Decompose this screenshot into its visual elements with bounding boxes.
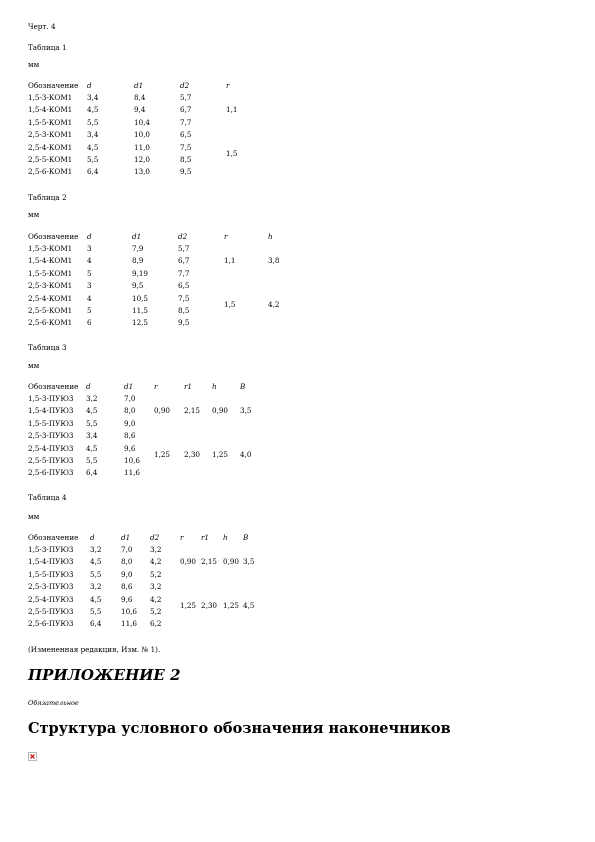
header-r: r bbox=[180, 532, 184, 542]
cell-merged: 2,15 bbox=[201, 557, 218, 567]
cell: 9,5 bbox=[180, 167, 192, 177]
header-r1: r1 bbox=[201, 532, 210, 542]
cell-merged: 0,90 bbox=[180, 557, 197, 567]
cell: 2,5-3-КОМ1 bbox=[28, 281, 73, 291]
cell: 4,5 bbox=[86, 443, 98, 453]
cell-merged: 0,90 bbox=[212, 406, 229, 416]
cell: 7,5 bbox=[178, 293, 190, 303]
table-row bbox=[28, 242, 298, 254]
cell-merged: 3,8 bbox=[268, 256, 280, 266]
cell: 1,5-5-ПУЮ3 bbox=[28, 418, 74, 428]
cell: 9,19 bbox=[132, 268, 149, 278]
table4 bbox=[28, 531, 261, 630]
cell: 11,6 bbox=[121, 619, 138, 629]
cell: 5,2 bbox=[150, 569, 162, 579]
header-b: B bbox=[243, 532, 249, 542]
table3-header-row bbox=[28, 380, 260, 392]
table2-unit: мм bbox=[28, 210, 40, 219]
cell: 8,6 bbox=[124, 431, 136, 441]
cell: 4,5 bbox=[90, 557, 102, 567]
cell: 1,5-5-КОМ1 bbox=[28, 117, 73, 127]
cell: 10,4 bbox=[134, 117, 151, 127]
cell: 2,5-3-КОМ1 bbox=[28, 130, 73, 140]
table4-header-row bbox=[28, 531, 261, 543]
cell-merged: 1,25 bbox=[180, 600, 197, 610]
cell: 2,5-5-КОМ1 bbox=[28, 306, 73, 316]
cell: 1,5-4-ПУЮ3 bbox=[28, 406, 74, 416]
cell: 3,4 bbox=[87, 93, 99, 103]
table1-title: Таблица 1 bbox=[28, 43, 67, 52]
appendix-heading: Структура условного обозначения наконечников bbox=[28, 720, 451, 737]
cell-merged: 3,5 bbox=[243, 557, 255, 567]
header-r: r bbox=[154, 381, 158, 391]
header-designation: Обозначение bbox=[28, 231, 79, 241]
cell: 8,0 bbox=[121, 557, 133, 567]
cell: 4,2 bbox=[150, 557, 162, 567]
cell: 2,5-6-КОМ1 bbox=[28, 318, 73, 328]
cell: 1,5-3-КОМ1 bbox=[28, 93, 73, 103]
header-d: d bbox=[86, 381, 91, 391]
cell: 3,4 bbox=[87, 130, 99, 140]
cell: 5,5 bbox=[87, 117, 99, 127]
table1-unit: мм bbox=[28, 60, 40, 69]
header-designation: Обозначение bbox=[28, 532, 79, 542]
cell: 6,4 bbox=[87, 167, 99, 177]
header-d: d bbox=[90, 532, 95, 542]
appendix-title: ПРИЛОЖЕНИЕ 2 bbox=[28, 666, 181, 684]
table-row bbox=[28, 129, 256, 141]
cell: 9,6 bbox=[124, 443, 136, 453]
cell: 10,6 bbox=[121, 607, 138, 617]
cell: 2,5-3-ПУЮ3 bbox=[28, 431, 74, 441]
cell-merged: 1,25 bbox=[223, 600, 240, 610]
cell: 3,2 bbox=[150, 545, 162, 555]
cell: 3 bbox=[87, 244, 92, 254]
cell: 7,9 bbox=[132, 244, 144, 254]
cell: 5 bbox=[87, 268, 92, 278]
cell: 4,5 bbox=[86, 406, 98, 416]
cell: 5,5 bbox=[86, 418, 98, 428]
cell: 8,9 bbox=[132, 256, 144, 266]
header-h: h bbox=[268, 231, 273, 241]
header-d1: d1 bbox=[121, 532, 131, 542]
cell: 2,5-3-ПУЮ3 bbox=[28, 582, 74, 592]
cell-merged: 1,5 bbox=[224, 299, 236, 309]
header-r: r bbox=[224, 231, 228, 241]
table-row bbox=[28, 581, 261, 593]
cell: 4 bbox=[87, 256, 92, 266]
cell-merged: 4,2 bbox=[268, 299, 280, 309]
table2-header-row bbox=[28, 230, 298, 242]
table-row bbox=[28, 543, 261, 555]
cell: 11,6 bbox=[124, 468, 141, 478]
header-h: h bbox=[212, 381, 217, 391]
cell-merged: 1,5 bbox=[226, 148, 238, 158]
cell: 2,5-6-КОМ1 bbox=[28, 167, 73, 177]
cell-merged: 1,1 bbox=[226, 105, 238, 115]
cell: 2,5-5-ПУЮ3 bbox=[28, 607, 74, 617]
table3-title: Таблица 3 bbox=[28, 343, 67, 352]
cell: 4,5 bbox=[87, 105, 99, 115]
cell: 6,4 bbox=[86, 468, 98, 478]
revision-note: (Измененная редакция, Изм. № 1). bbox=[28, 645, 161, 654]
cell: 9,0 bbox=[124, 418, 136, 428]
cell: 6,7 bbox=[178, 256, 190, 266]
table-row bbox=[28, 104, 256, 116]
cell-merged: 4,0 bbox=[240, 449, 252, 459]
cell: 8,0 bbox=[124, 406, 136, 416]
cell-merged: 2,30 bbox=[201, 600, 218, 610]
cell: 1,5-4-ПУЮ3 bbox=[28, 557, 74, 567]
cell-merged: 0,90 bbox=[223, 557, 240, 567]
cell: 1,5-4-КОМ1 bbox=[28, 256, 73, 266]
cell: 4,2 bbox=[150, 594, 162, 604]
table-row bbox=[28, 280, 298, 292]
cell: 10,5 bbox=[132, 293, 149, 303]
table-row bbox=[28, 141, 256, 153]
cell: 6,4 bbox=[90, 619, 102, 629]
cell: 5,5 bbox=[87, 155, 99, 165]
cell: 6 bbox=[87, 318, 92, 328]
cell: 11,5 bbox=[132, 306, 149, 316]
header-d: d bbox=[87, 80, 92, 90]
header-b: B bbox=[240, 381, 246, 391]
header-d2: d2 bbox=[180, 80, 190, 90]
cell: 3,2 bbox=[86, 394, 98, 404]
header-d1: d1 bbox=[134, 80, 144, 90]
cell: 5,7 bbox=[180, 93, 192, 103]
header-d2: d2 bbox=[150, 532, 160, 542]
cell: 6,2 bbox=[150, 619, 162, 629]
header-d1: d1 bbox=[124, 381, 134, 391]
appendix-status: Обязательное bbox=[28, 699, 79, 707]
cell: 3,4 bbox=[86, 431, 98, 441]
cell: 6,5 bbox=[180, 130, 192, 140]
cell: 1,5-4-КОМ1 bbox=[28, 105, 73, 115]
header-r1: r1 bbox=[184, 381, 193, 391]
header-designation: Обозначение bbox=[28, 80, 79, 90]
header-h: h bbox=[223, 532, 228, 542]
cell: 2,5-4-КОМ1 bbox=[28, 142, 73, 152]
cell: 6,7 bbox=[180, 105, 192, 115]
cell: 8,6 bbox=[121, 582, 133, 592]
cell: 12,5 bbox=[132, 318, 149, 328]
cell: 9,6 bbox=[121, 594, 133, 604]
table-row bbox=[28, 392, 260, 404]
table4-title: Таблица 4 bbox=[28, 493, 67, 502]
table3-unit: мм bbox=[28, 361, 40, 370]
cell-merged: 1,25 bbox=[212, 449, 229, 459]
cell: 10,0 bbox=[134, 130, 151, 140]
table-row bbox=[28, 91, 256, 103]
cell: 7,0 bbox=[124, 394, 136, 404]
cell: 7,7 bbox=[178, 268, 190, 278]
cell: 8,5 bbox=[178, 306, 190, 316]
cell: 2,5-5-КОМ1 bbox=[28, 155, 73, 165]
cell: 2,5-5-ПУЮ3 bbox=[28, 456, 74, 466]
table-row bbox=[28, 430, 260, 442]
table-row bbox=[28, 166, 256, 178]
header-d2: d2 bbox=[178, 231, 188, 241]
cell: 2,5-4-КОМ1 bbox=[28, 293, 73, 303]
cell: 11,0 bbox=[134, 142, 151, 152]
cell-merged: 2,15 bbox=[184, 406, 201, 416]
cell-merged: 2,30 bbox=[184, 449, 201, 459]
cell: 8,4 bbox=[134, 93, 146, 103]
cell: 9,5 bbox=[178, 318, 190, 328]
cell-merged: 3,5 bbox=[240, 406, 252, 416]
table1-header-row bbox=[28, 79, 256, 91]
cell: 2,5-4-ПУЮ3 bbox=[28, 594, 74, 604]
cell: 5,5 bbox=[90, 569, 102, 579]
cell: 7,5 bbox=[180, 142, 192, 152]
header-d: d bbox=[87, 231, 92, 241]
cell-merged: 1,25 bbox=[154, 449, 171, 459]
broken-image-icon bbox=[28, 752, 37, 761]
cell: 3,2 bbox=[90, 582, 102, 592]
cell: 4,5 bbox=[87, 142, 99, 152]
cell: 1,5-3-ПУЮ3 bbox=[28, 545, 74, 555]
table2 bbox=[28, 230, 298, 329]
cell: 4 bbox=[87, 293, 92, 303]
cell: 5,2 bbox=[150, 607, 162, 617]
cell: 5,7 bbox=[178, 244, 190, 254]
header-r: r bbox=[226, 80, 230, 90]
cell: 2,5-4-ПУЮ3 bbox=[28, 443, 74, 453]
cell: 7,7 bbox=[180, 117, 192, 127]
cell: 5,5 bbox=[90, 607, 102, 617]
table2-title: Таблица 2 bbox=[28, 193, 67, 202]
cell: 3,2 bbox=[90, 545, 102, 555]
table1 bbox=[28, 79, 256, 178]
cell: 13,0 bbox=[134, 167, 151, 177]
table4-unit: мм bbox=[28, 512, 40, 521]
table-row bbox=[28, 116, 256, 128]
header-designation: Обозначение bbox=[28, 381, 79, 391]
cell: 9,0 bbox=[121, 569, 133, 579]
cell: 2,5-6-ПУЮ3 bbox=[28, 468, 74, 478]
cell: 2,5-6-ПУЮ3 bbox=[28, 619, 74, 629]
cell: 12,0 bbox=[134, 155, 151, 165]
cell: 1,5-3-КОМ1 bbox=[28, 244, 73, 254]
chart-reference: Черт. 4 bbox=[28, 22, 56, 31]
cell: 10,6 bbox=[124, 456, 141, 466]
cell: 5 bbox=[87, 306, 92, 316]
cell: 9,4 bbox=[134, 105, 146, 115]
cell: 9,5 bbox=[132, 281, 144, 291]
cell: 8,5 bbox=[180, 155, 192, 165]
cell: 3 bbox=[87, 281, 92, 291]
header-d1: d1 bbox=[132, 231, 142, 241]
cell: 4,5 bbox=[90, 594, 102, 604]
cell-merged: 1,1 bbox=[224, 256, 236, 266]
cell: 6,5 bbox=[178, 281, 190, 291]
table3 bbox=[28, 380, 260, 479]
cell-merged: 0,90 bbox=[154, 406, 171, 416]
cell: 3,2 bbox=[150, 582, 162, 592]
cell: 1,5-3-ПУЮ3 bbox=[28, 394, 74, 404]
cell: 1,5-5-ПУЮ3 bbox=[28, 569, 74, 579]
cell-merged: 4,5 bbox=[243, 600, 255, 610]
cell: 1,5-5-КОМ1 bbox=[28, 268, 73, 278]
cell: 7,0 bbox=[121, 545, 133, 555]
cell: 5,5 bbox=[86, 456, 98, 466]
table-row bbox=[28, 153, 256, 165]
